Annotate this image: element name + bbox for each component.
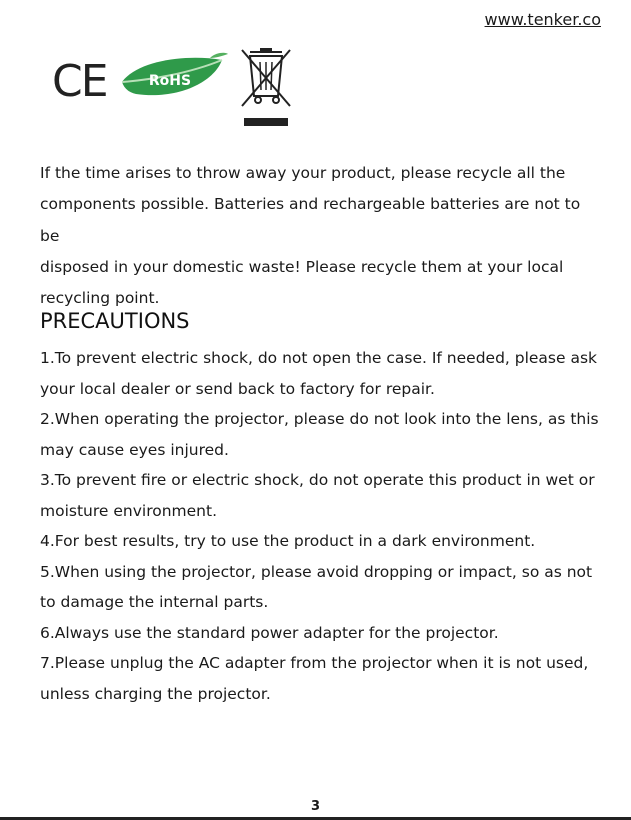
precaution-line: 4.For best results, try to use the product in a dark environment. [40,532,536,550]
rohs-leaf-logo [118,52,230,102]
disposal-paragraph [40,158,600,314]
precaution-line: may cause eyes injured. [40,440,229,459]
precaution-line: 6.Always use the standard power adapter for the projector. [40,623,499,642]
precautions-list [40,343,600,709]
ce-mark-logo: CE [52,56,107,107]
precaution-line: 5.When using the projector, please avoid dropping or impact, so as not [40,562,593,581]
precaution-line: unless charging the projector. [40,684,271,703]
disposal-line: components possible. Batteries and rechargeable batteries are not to be [40,195,581,245]
precaution-line: your local dealer or send back to factory for repair. [40,379,435,398]
precautions-heading: PRECAUTIONS [40,309,190,333]
disposal-line: disposed in your domestic waste! Please recycle them at your local [40,257,564,276]
precaution-line: 3.To prevent fire or electric shock, do not operate this product in wet or [40,471,595,489]
disposal-line: If the time arises to throw away your product, please recycle all the [40,164,566,182]
weee-bin-icon [236,46,296,128]
precaution-line: 7.Please unplug the AC adapter from the projector when it is not used, [40,654,589,672]
rohs-text: RoHS [148,73,192,89]
precaution-line: 1.To prevent electric shock, do not open the case. If needed, please ask [40,349,598,367]
precaution-line: 2.When operating the projector, please do not look into the lens, as this [40,410,599,428]
certification-logos [50,46,300,136]
disposal-line: recycling point. [40,289,160,308]
page-number: 3 [310,799,321,814]
website-link[interactable]: www.tenker.co [484,10,601,29]
precaution-line: moisture environment. [40,501,218,520]
precaution-line: to damage the internal parts. [40,593,269,611]
